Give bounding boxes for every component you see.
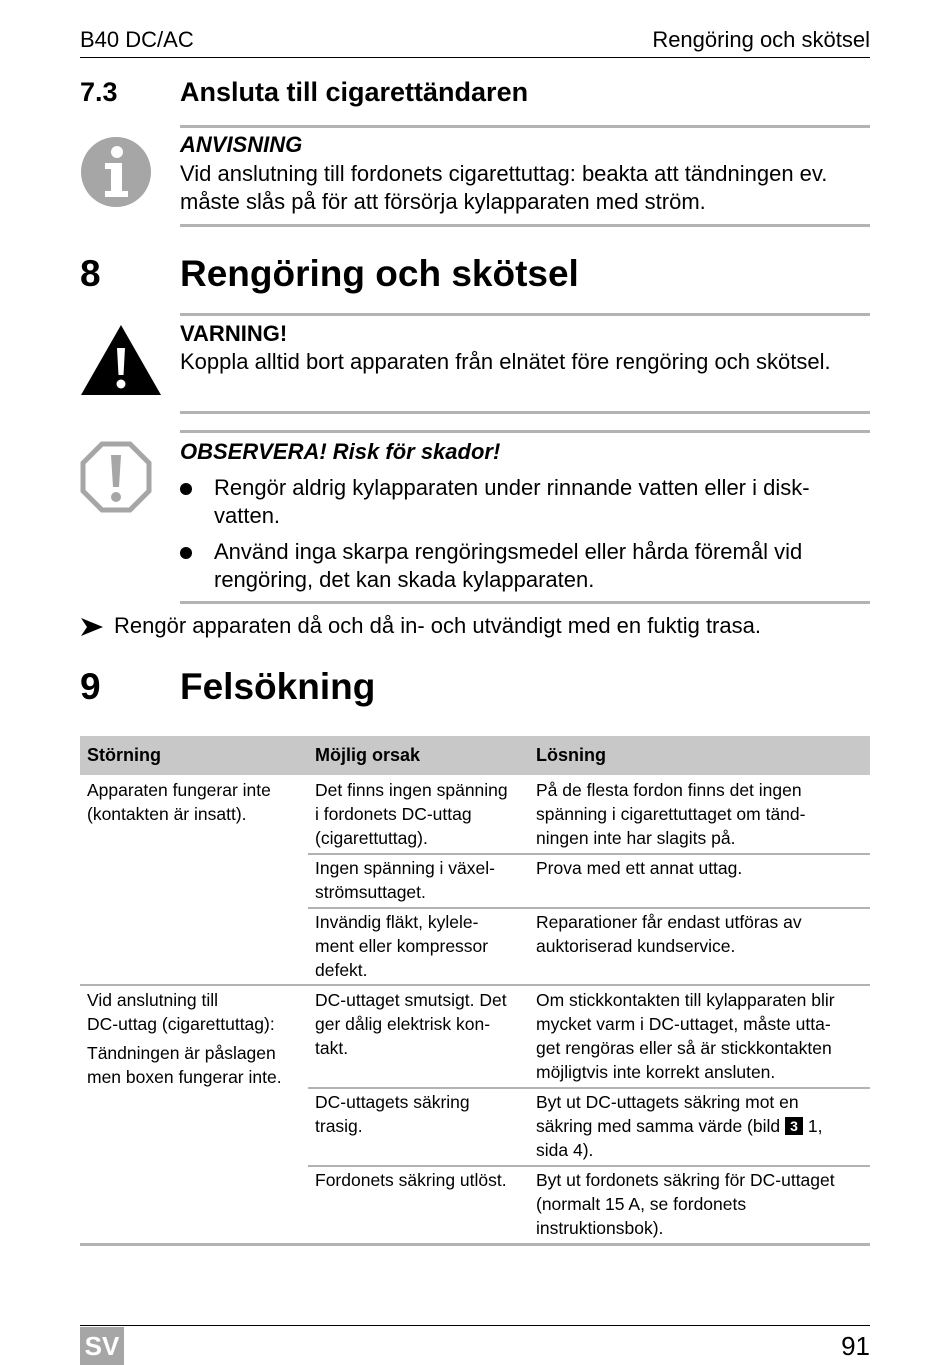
g2-r2-cause-2: trasig. [315,1116,363,1136]
caution-label: OBSERVERA! Risk för skador! [180,439,501,464]
section-9-title: Felsökning [180,666,376,707]
section-8-title: Rengöring och skötsel [180,253,579,294]
footer-rule [80,1325,870,1326]
figure-number-badge: 3 [785,1117,803,1135]
instruction-text: Rengör apparaten då och då in- och utvändigt med en fuktig trasa. [114,613,761,638]
g1-r1-solution-1: På de flesta fordon finns det ingen [536,780,802,800]
notice-top-rule [180,125,870,128]
warning-label: VARNING! [180,321,288,346]
arrow-right-icon [80,617,104,637]
header-product: B40 DC/AC [80,27,194,52]
g1-r3-cause-1: Invändig fläkt, kylele- [315,912,479,932]
g2-r1-solution-2: mycket varm i DC-uttaget, måste utta- [536,1014,831,1034]
g2-r2-solution-2-text: säkring med samma värde (bild [536,1116,781,1136]
caution-bullet-1 [180,474,870,530]
page-number: 91 [841,1331,870,1361]
g2-r1-solution-1: Om stickkontakten till kylapparaten blir [536,990,835,1010]
g1-r2-cause-2: strömsuttaget. [315,882,426,902]
notice-line-1: Vid anslutning till fordonets cigarettuttag: beakta att tändningen ev. [180,161,828,186]
section-8-number: 8 [80,253,101,294]
g1-fault-line-2: (kontakten är insatt). [87,804,247,824]
g1-r1-cause-3: (cigarettuttag). [315,828,428,848]
warning-bottom-rule [180,411,870,414]
warning-triangle-icon [80,324,162,396]
section-7-3-title: Ansluta till cigarettändaren [180,77,529,107]
g2-r2-solution-3: sida 4). [536,1140,594,1160]
table-header-cause: Möjlig orsak [315,745,421,765]
g1-r3-solution-2: auktoriserad kundservice. [536,936,736,956]
g2-r3-solution-2: (normalt 15 A, se fordonets [536,1194,747,1214]
info-icon [80,136,152,208]
header-rule [80,57,870,58]
caution-bullet-1-line-2: vatten. [214,503,281,528]
g2-r2-solution-2-tail: 1, [807,1116,823,1136]
g2-r1-solution-4: möjligtvis inte korrekt ansluten. [536,1062,776,1082]
row-divider [308,1165,870,1167]
caution-bullet-2-line-2: rengöring, det kan skada kylapparaten. [214,567,595,592]
g1-r1-cause-2: i fordonets DC-uttag [315,804,472,824]
g2-r3-cause-1: Fordonets säkring utlöst. [315,1170,507,1190]
g2-fault-line-4: men boxen fungerar inte. [87,1067,282,1087]
g1-r1-cause-1: Det finns ingen spänning [315,780,508,800]
table-bottom-rule [80,1243,870,1246]
g2-r3-solution-1: Byt ut fordonets säkring för DC-uttaget [536,1170,835,1190]
g2-r1-cause-2: ger dålig elektrisk kon- [315,1014,491,1034]
g1-r3-cause-2: ment eller kompressor [315,936,489,956]
g2-r1-cause-3: takt. [315,1038,349,1058]
notice-line-2: måste slås på för att försörja kylapparaten med ström. [180,189,706,214]
section-7-3-number: 7.3 [80,77,118,107]
g1-fault-line-1: Apparaten fungerar inte [87,780,271,800]
g1-r2-cause-1: Ingen spänning i växel- [315,858,495,878]
caution-top-rule [180,430,870,433]
g2-fault-line-2: DC-uttag (cigarettuttag): [87,1014,275,1034]
caution-bullet-2 [180,538,870,594]
caution-octagon-icon [80,441,152,513]
row-divider [308,853,870,855]
g2-fault-line-1: Vid anslutning till [87,990,219,1010]
g1-r2-solution-1: Prova med ett annat uttag. [536,858,743,878]
row-divider [308,907,870,909]
table-header-row [80,736,870,775]
caution-bullet-2-line-1: Använd inga skarpa rengöringsmedel eller hårda föremål vid [214,539,803,564]
g2-r3-solution-3: instruktionsbok). [536,1218,664,1238]
g1-r3-solution-1: Reparationer får endast utföras av [536,912,802,932]
caution-bullet-1-line-1: Rengör aldrig kylapparaten under rinnande vatten eller i disk- [214,475,810,500]
g2-r1-solution-3: get rengöras eller så är stickkontakten [536,1038,832,1058]
notice-bottom-rule [180,224,870,227]
g2-r1-cause-1: DC-uttaget smutsigt. Det [315,990,507,1010]
notice-label: ANVISNING [180,132,303,157]
g2-r2-solution-2 [536,1114,822,1138]
bullet-dot-icon [180,547,192,559]
g1-r1-solution-2: spänning i cigarettuttaget om tänd- [536,804,806,824]
warning-top-rule [180,313,870,316]
g2-r2-cause-1: DC-uttagets säkring [315,1092,470,1112]
g2-r2-solution-1: Byt ut DC-uttagets säkring mot en [536,1092,799,1112]
warning-text: Koppla alltid bort apparaten från elnätet före rengöring och skötsel. [180,349,831,374]
row-divider [308,1087,870,1089]
group-divider [80,984,870,986]
g1-r1-solution-3: ningen inte har slagits på. [536,828,736,848]
bullet-dot-icon [180,483,192,495]
section-9-number: 9 [80,666,101,707]
g1-r3-cause-3: defekt. [315,960,368,980]
language-badge: SV [80,1327,124,1365]
g2-fault-line-3: Tändningen är påslagen [87,1043,276,1063]
table-header-solution: Lösning [536,745,606,765]
caution-bottom-rule [180,601,870,604]
header-chapter: Rengöring och skötsel [652,27,870,52]
table-header-fault: Störning [87,745,161,765]
